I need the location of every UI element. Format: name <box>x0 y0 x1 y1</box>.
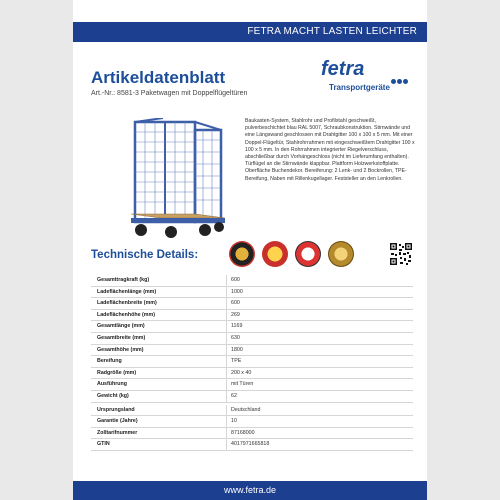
spec-label: Gesamthöhe (mm) <box>97 346 144 353</box>
column-divider <box>226 379 227 390</box>
table-row <box>91 345 413 357</box>
column-divider <box>226 333 227 344</box>
spec-label: Radgröße (mm) <box>97 369 137 376</box>
column-divider <box>226 287 227 298</box>
spec-label: Ladeflächenlänge (mm) <box>97 288 157 295</box>
spec-value: 10 <box>231 418 237 425</box>
table-row <box>91 321 413 333</box>
quality-seal-badge-icon <box>295 241 321 267</box>
column-divider <box>226 405 227 416</box>
column-divider <box>226 298 227 309</box>
logo-subtitle: Transportgeräte <box>329 83 390 92</box>
column-divider <box>226 368 227 379</box>
header-bar <box>73 22 427 42</box>
column-divider <box>226 321 227 332</box>
page-title: Artikeldatenblatt <box>91 68 226 87</box>
table-row <box>91 275 413 287</box>
footer-url[interactable]: www.fetra.de <box>223 485 277 495</box>
spec-label: Gewicht (kg) <box>97 392 129 399</box>
column-divider <box>226 439 227 450</box>
spec-label: Bereifung <box>97 358 122 365</box>
logo-dots-icon <box>391 71 413 77</box>
spec-label: Gesamtlänge (mm) <box>97 323 145 330</box>
warranty-badge-icon <box>262 241 288 267</box>
fetra-logo <box>321 58 411 98</box>
table-row <box>91 379 413 391</box>
spec-label: Ladeflächenhöhe (mm) <box>97 311 155 318</box>
section-title: Technische Details: <box>91 249 199 261</box>
spec-value: 1800 <box>231 346 243 353</box>
spec-label: Ursprungsland <box>97 406 135 413</box>
spec-label: Zolltarifnummer <box>97 429 138 436</box>
column-divider <box>226 275 227 286</box>
table-row <box>91 368 413 380</box>
column-divider <box>226 310 227 321</box>
datasheet-page <box>73 0 427 500</box>
spec-value: TPE <box>231 358 242 365</box>
quality-badges <box>229 241 364 269</box>
article-subtitle: Art.-Nr.: 8581-3 Paketwagen mit Doppelflügeltüren <box>91 90 248 97</box>
spec-label: GTIN <box>97 441 110 448</box>
header-tagline: FETRA MACHT LASTEN LEICHTER <box>247 26 417 37</box>
spec-label: Ladeflächenbreite (mm) <box>97 300 157 307</box>
spec-label: Garantie (Jahre) <box>97 418 138 425</box>
column-divider <box>226 428 227 439</box>
table-row <box>91 391 413 403</box>
column-divider <box>226 345 227 356</box>
table-row <box>91 310 413 322</box>
table-row <box>91 298 413 310</box>
table-row <box>91 356 413 368</box>
table-row <box>91 416 413 428</box>
table-row <box>91 405 413 417</box>
spec-label: Gesamttragkraft (kg) <box>97 277 150 283</box>
table-row <box>91 428 413 440</box>
spec-value: mit Türen <box>231 381 254 388</box>
spec-label: Gesamtbreite (mm) <box>97 334 146 341</box>
column-divider <box>226 416 227 427</box>
footer-bar <box>73 481 427 500</box>
table-row <box>91 287 413 299</box>
table-row <box>91 439 413 451</box>
spec-value: 600 <box>231 300 240 307</box>
spec-value: 62 <box>231 392 237 399</box>
spec-value: 269 <box>231 311 240 318</box>
spec-value: 200 x 40 <box>231 369 252 376</box>
made-in-germany-badge-icon <box>229 241 255 267</box>
column-divider <box>226 356 227 367</box>
logo-word: fetra <box>321 58 365 80</box>
qr-code-icon <box>389 242 413 266</box>
spec-value: 630 <box>231 334 240 341</box>
spec-value: 600 <box>231 277 240 283</box>
table-row <box>91 333 413 345</box>
column-divider <box>226 391 227 402</box>
spec-value: 4017971665818 <box>231 441 270 448</box>
spec-value: 87168000 <box>231 429 255 436</box>
award-seal-badge-icon <box>328 241 354 267</box>
spec-value: 1000 <box>231 288 243 295</box>
specs-table <box>91 275 413 451</box>
spec-value: 1169 <box>231 323 243 330</box>
spec-label: Ausführung <box>97 381 128 388</box>
spec-value: Deutschland <box>231 406 261 413</box>
product-description: Baukasten-System, Stahlrohr und Profilstahl geschweißt, pulverbeschichtet blau RAL 5007, Schraubkonstruktion. Stirnwände und eine Längswand geschlossen mit Drahtgitter 100 x 100 x 5 mm. Mit einer Doppel-Flügeltür, Stahlrohrrahmen mit eingeschweißtem Drahtgitter 100 x 100 x 5 mm. In den Rohrrahmen integrierter Riegelverschluss, abschließbar durch Vorhängeschloss (nicht im Lieferumfang enthalten). Türflügel an die Stirnwände klappbar. Plattform Holzwerkstoffplatte. Oberfläche Buchendekor. Bereiferung: 2 Lenk- und 2 Bockrollen, TPE-Bereifung, Naben mit Rillenkugellager. Feststeller an den Lenkrollen. <box>245 118 415 182</box>
